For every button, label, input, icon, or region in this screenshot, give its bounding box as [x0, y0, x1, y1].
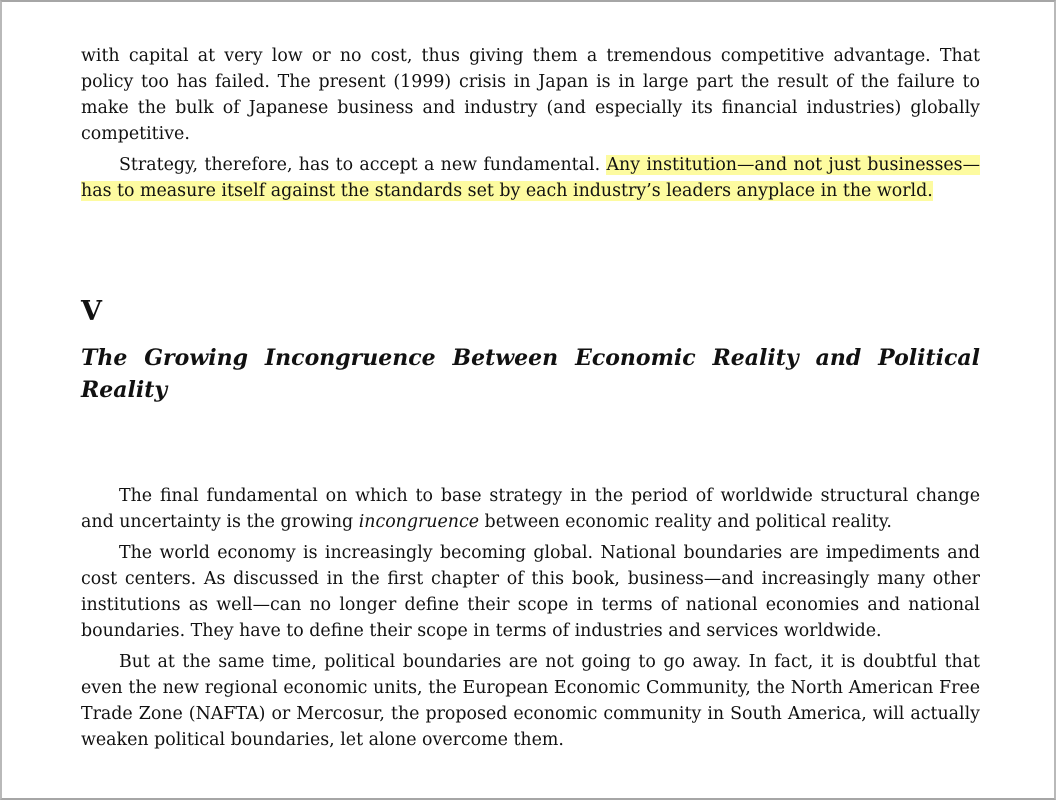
paragraph: [81, 483, 980, 535]
highlighted-text[interactable]: Any institution—and not just businesses—has to measure itself against the standards set by each industry’s leaders anyplace in the world.: [81, 155, 980, 201]
previous-section-text: [81, 43, 980, 204]
paragraph: with capital at very low or no cost, thus giving them a tremendous competitive advantage. That policy too has failed. The present (1999) crisis in Japan is in large part the result of the failure to make the bulk of Japanese business and industry (and especially its financial industries) globally competitive.: [81, 46, 980, 144]
paragraph: But at the same time, political boundaries are not going to go away. In fact, it is doubtful that even the new regional economic units, the European Economic Community, the North American Free Trade Zone (NAFTA) or Mercosur, the proposed economic community in South America, will actually weaken political boundaries, let alone overcome them.: [81, 652, 980, 750]
emphasized-word: incongruence: [358, 512, 480, 532]
paragraph-text: between economic reality and political reality.: [479, 512, 892, 532]
paragraph-text: The final fundamental on which to base strategy in the period of worldwide structural change and uncertainty is the growing: [81, 486, 980, 532]
paragraph: [81, 152, 980, 204]
chapter-title: The Growing Incongruence Between Economic Reality and Political Reality: [81, 345, 980, 403]
chapter-number: V: [81, 296, 102, 327]
chapter-body: [81, 483, 980, 753]
paragraph-text: Strategy, therefore, has to accept a new fundamental.: [119, 155, 607, 175]
paragraph: The world economy is increasingly becoming global. National boundaries are impediments and cost centers. As discussed in the first chapter of this book, business—and increasingly many other institutions as well—can no longer define their scope in terms of national economies and national boundaries. They have to define their scope in terms of industries and services worldwide.: [81, 543, 980, 641]
